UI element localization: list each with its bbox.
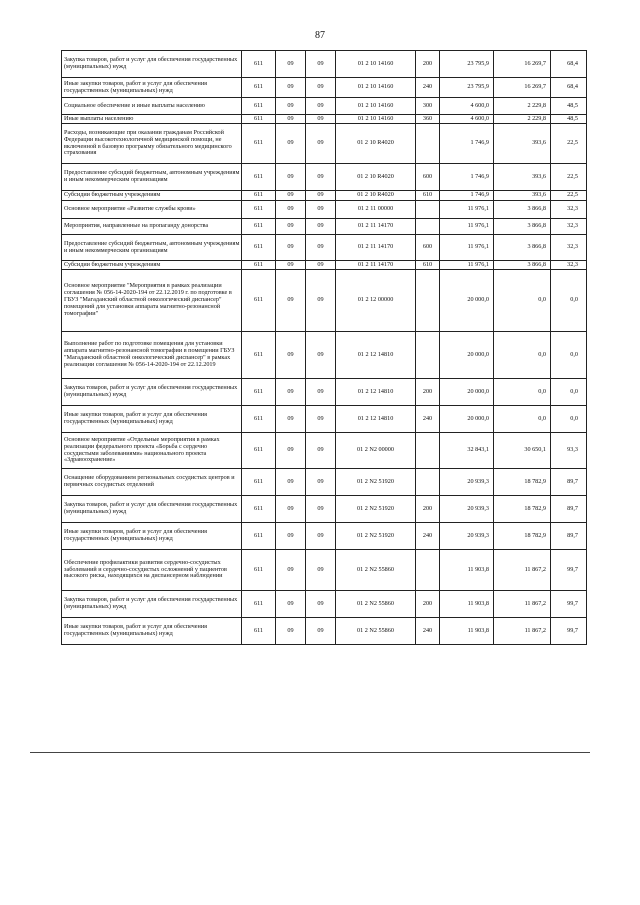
table-row <box>62 261 587 270</box>
cell-percent: 48,5 <box>551 115 587 124</box>
cell-expense-type <box>416 219 440 235</box>
cell-percent: 0,0 <box>551 406 587 433</box>
cell-name: Основное мероприятие «Отдельные мероприятия в рамках реализации федерального проекта «Борьба с сердечно сосудистыми заболеваниями» национального проекта «Здравоохранение» <box>62 433 242 469</box>
cell-actual: 2 229,8 <box>494 115 551 124</box>
table-row <box>62 191 587 201</box>
cell-subsection: 09 <box>306 124 336 164</box>
table-row <box>62 270 587 332</box>
cell-subsection: 09 <box>306 550 336 591</box>
cell-actual: 3 866,8 <box>494 261 551 270</box>
cell-plan: 11 903,8 <box>440 591 494 618</box>
cell-plan: 32 843,1 <box>440 433 494 469</box>
cell-name: Иные закупки товаров, работ и услуг для обеспечения государственных (муниципальных) нужд <box>62 523 242 550</box>
cell-section: 09 <box>276 379 306 406</box>
cell-ministry: 611 <box>242 379 276 406</box>
cell-plan: 20 000,0 <box>440 270 494 332</box>
cell-expense-type: 600 <box>416 164 440 191</box>
cell-section: 09 <box>276 591 306 618</box>
cell-section: 09 <box>276 618 306 645</box>
cell-ministry: 611 <box>242 469 276 496</box>
cell-expense-type: 200 <box>416 496 440 523</box>
cell-section: 09 <box>276 115 306 124</box>
table-row <box>62 235 587 261</box>
cell-target: 01 2 12 14810 <box>336 406 416 433</box>
cell-section: 09 <box>276 496 306 523</box>
cell-expense-type: 610 <box>416 191 440 201</box>
cell-subsection: 09 <box>306 618 336 645</box>
cell-percent: 99,7 <box>551 591 587 618</box>
cell-plan: 11 976,1 <box>440 235 494 261</box>
cell-actual: 0,0 <box>494 379 551 406</box>
cell-section: 09 <box>276 523 306 550</box>
cell-actual: 3 866,8 <box>494 201 551 219</box>
cell-target: 01 2 N2 55860 <box>336 591 416 618</box>
cell-percent: 99,7 <box>551 550 587 591</box>
cell-percent: 93,3 <box>551 433 587 469</box>
cell-subsection: 09 <box>306 332 336 379</box>
cell-percent: 89,7 <box>551 496 587 523</box>
cell-subsection: 09 <box>306 270 336 332</box>
cell-plan: 20 939,3 <box>440 469 494 496</box>
cell-percent: 22,5 <box>551 164 587 191</box>
cell-subsection: 09 <box>306 523 336 550</box>
cell-ministry: 611 <box>242 261 276 270</box>
cell-actual: 3 866,8 <box>494 219 551 235</box>
cell-expense-type: 200 <box>416 51 440 78</box>
cell-percent: 0,0 <box>551 379 587 406</box>
cell-target: 01 2 11 14170 <box>336 235 416 261</box>
cell-expense-type <box>416 433 440 469</box>
cell-subsection: 09 <box>306 496 336 523</box>
table-row <box>62 550 587 591</box>
cell-expense-type: 200 <box>416 379 440 406</box>
cell-name: Иные закупки товаров, работ и услуг для обеспечения государственных (муниципальных) нужд <box>62 406 242 433</box>
cell-name: Выполнение работ по подготовке помещения для установки аппарата магнитно-резонансной томографии в помещении ГБУЗ "Магаданский областной онкологический диспансер" в рамках реализации соглашения № 056-14-2020-194 от 22.12.2019 <box>62 332 242 379</box>
cell-expense-type: 200 <box>416 591 440 618</box>
cell-actual: 393,6 <box>494 191 551 201</box>
cell-actual: 2 229,8 <box>494 98 551 115</box>
cell-name: Иные выплаты населению <box>62 115 242 124</box>
cell-ministry: 611 <box>242 191 276 201</box>
cell-section: 09 <box>276 550 306 591</box>
table-row <box>62 51 587 78</box>
cell-section: 09 <box>276 78 306 98</box>
cell-plan: 11 976,1 <box>440 261 494 270</box>
cell-plan: 1 746,9 <box>440 124 494 164</box>
cell-ministry: 611 <box>242 235 276 261</box>
cell-target: 01 2 N2 51920 <box>336 523 416 550</box>
cell-percent: 68,4 <box>551 78 587 98</box>
cell-subsection: 09 <box>306 235 336 261</box>
cell-section: 09 <box>276 51 306 78</box>
cell-target: 01 2 10 R4020 <box>336 124 416 164</box>
budget-table <box>61 50 587 645</box>
cell-ministry: 611 <box>242 164 276 191</box>
cell-actual: 18 782,9 <box>494 523 551 550</box>
table-row <box>62 98 587 115</box>
cell-actual: 11 867,2 <box>494 591 551 618</box>
cell-target: 01 2 10 14160 <box>336 51 416 78</box>
cell-name: Закупка товаров, работ и услуг для обеспечения государственных (муниципальных) нужд <box>62 496 242 523</box>
cell-plan: 23 795,9 <box>440 78 494 98</box>
cell-percent: 89,7 <box>551 469 587 496</box>
cell-section: 09 <box>276 98 306 115</box>
cell-actual: 0,0 <box>494 332 551 379</box>
cell-plan: 4 600,0 <box>440 98 494 115</box>
cell-percent: 32,3 <box>551 219 587 235</box>
cell-subsection: 09 <box>306 469 336 496</box>
cell-ministry: 611 <box>242 591 276 618</box>
cell-ministry: 611 <box>242 523 276 550</box>
table-row <box>62 406 587 433</box>
cell-actual: 393,6 <box>494 164 551 191</box>
cell-section: 09 <box>276 433 306 469</box>
table-row <box>62 219 587 235</box>
cell-subsection: 09 <box>306 219 336 235</box>
cell-target: 01 2 10 14160 <box>336 78 416 98</box>
cell-actual: 393,6 <box>494 124 551 164</box>
table-row <box>62 433 587 469</box>
table-row <box>62 201 587 219</box>
cell-ministry: 611 <box>242 433 276 469</box>
cell-section: 09 <box>276 219 306 235</box>
table-row <box>62 591 587 618</box>
cell-plan: 23 795,9 <box>440 51 494 78</box>
cell-subsection: 09 <box>306 115 336 124</box>
cell-target: 01 2 N2 51920 <box>336 469 416 496</box>
cell-percent: 0,0 <box>551 270 587 332</box>
cell-name: Предоставление субсидий бюджетным, автономным учреждениям и иным некоммерческим организациям <box>62 235 242 261</box>
cell-ministry: 611 <box>242 51 276 78</box>
cell-plan: 1 746,9 <box>440 164 494 191</box>
cell-plan: 20 939,3 <box>440 523 494 550</box>
cell-expense-type: 240 <box>416 406 440 433</box>
cell-section: 09 <box>276 191 306 201</box>
cell-section: 09 <box>276 235 306 261</box>
cell-section: 09 <box>276 469 306 496</box>
cell-subsection: 09 <box>306 78 336 98</box>
table-row <box>62 618 587 645</box>
cell-percent: 32,3 <box>551 201 587 219</box>
cell-percent: 99,7 <box>551 618 587 645</box>
cell-name: Закупка товаров, работ и услуг для обеспечения государственных (муниципальных) нужд <box>62 51 242 78</box>
table-row <box>62 496 587 523</box>
cell-percent: 48,5 <box>551 98 587 115</box>
cell-name: Иные закупки товаров, работ и услуг для обеспечения государственных (муниципальных) нужд <box>62 618 242 645</box>
cell-actual: 0,0 <box>494 406 551 433</box>
cell-expense-type: 600 <box>416 235 440 261</box>
cell-section: 09 <box>276 406 306 433</box>
cell-subsection: 09 <box>306 98 336 115</box>
cell-section: 09 <box>276 270 306 332</box>
table-row <box>62 523 587 550</box>
cell-plan: 20 000,0 <box>440 332 494 379</box>
bottom-divider <box>30 752 590 753</box>
cell-subsection: 09 <box>306 433 336 469</box>
cell-expense-type <box>416 469 440 496</box>
cell-target: 01 2 10 R4020 <box>336 191 416 201</box>
cell-plan: 20 939,3 <box>440 496 494 523</box>
cell-plan: 11 976,1 <box>440 201 494 219</box>
cell-ministry: 611 <box>242 124 276 164</box>
cell-plan: 20 000,0 <box>440 406 494 433</box>
cell-percent: 22,5 <box>551 191 587 201</box>
table-row <box>62 164 587 191</box>
cell-target: 01 2 10 R4020 <box>336 164 416 191</box>
cell-plan: 1 746,9 <box>440 191 494 201</box>
table-row <box>62 124 587 164</box>
cell-expense-type: 610 <box>416 261 440 270</box>
page-number: 87 <box>315 30 325 41</box>
cell-section: 09 <box>276 124 306 164</box>
cell-target: 01 2 10 14160 <box>336 115 416 124</box>
cell-name: Социальное обеспечение и иные выплаты населению <box>62 98 242 115</box>
cell-actual: 16 269,7 <box>494 78 551 98</box>
cell-expense-type <box>416 332 440 379</box>
cell-expense-type <box>416 270 440 332</box>
cell-target: 01 2 N2 55860 <box>336 550 416 591</box>
cell-expense-type <box>416 124 440 164</box>
cell-name: Мероприятия, направленные на пропаганду донорства <box>62 219 242 235</box>
cell-target: 01 2 12 14810 <box>336 332 416 379</box>
cell-section: 09 <box>276 201 306 219</box>
cell-actual: 18 782,9 <box>494 469 551 496</box>
cell-target: 01 2 12 14810 <box>336 379 416 406</box>
cell-expense-type: 240 <box>416 78 440 98</box>
cell-ministry: 611 <box>242 406 276 433</box>
cell-subsection: 09 <box>306 191 336 201</box>
cell-plan: 11 903,8 <box>440 618 494 645</box>
cell-subsection: 09 <box>306 261 336 270</box>
cell-expense-type: 360 <box>416 115 440 124</box>
cell-section: 09 <box>276 332 306 379</box>
cell-actual: 16 269,7 <box>494 51 551 78</box>
cell-plan: 11 903,8 <box>440 550 494 591</box>
cell-percent: 32,3 <box>551 235 587 261</box>
cell-section: 09 <box>276 261 306 270</box>
cell-ministry: 611 <box>242 98 276 115</box>
cell-name: Субсидии бюджетным учреждениям <box>62 191 242 201</box>
cell-name: Основное мероприятие "Мероприятия в рамках реализации соглашения № 056-14-2020-194 от 22.12.2019 г. по подготовке в ГБУЗ "Магаданский областной онкологический диспансер" помещений для установки аппарата магнитно-резонансной томографии" <box>62 270 242 332</box>
cell-subsection: 09 <box>306 591 336 618</box>
table-row <box>62 115 587 124</box>
cell-name: Закупка товаров, работ и услуг для обеспечения государственных (муниципальных) нужд <box>62 591 242 618</box>
cell-target: 01 2 N2 51920 <box>336 496 416 523</box>
cell-ministry: 611 <box>242 115 276 124</box>
cell-name: Предоставление субсидий бюджетным, автономным учреждениям и иным некоммерческим организациям <box>62 164 242 191</box>
cell-actual: 11 867,2 <box>494 618 551 645</box>
cell-ministry: 611 <box>242 219 276 235</box>
cell-subsection: 09 <box>306 379 336 406</box>
cell-subsection: 09 <box>306 164 336 191</box>
cell-target: 01 2 11 14170 <box>336 219 416 235</box>
cell-subsection: 09 <box>306 201 336 219</box>
cell-ministry: 611 <box>242 270 276 332</box>
cell-plan: 11 976,1 <box>440 219 494 235</box>
cell-target: 01 2 N2 00000 <box>336 433 416 469</box>
cell-expense-type: 300 <box>416 98 440 115</box>
cell-ministry: 611 <box>242 78 276 98</box>
cell-ministry: 611 <box>242 332 276 379</box>
cell-ministry: 611 <box>242 496 276 523</box>
cell-target: 01 2 11 00000 <box>336 201 416 219</box>
cell-actual: 11 867,2 <box>494 550 551 591</box>
cell-target: 01 2 10 14160 <box>336 98 416 115</box>
cell-name: Субсидии бюджетным учреждениям <box>62 261 242 270</box>
cell-actual: 30 650,1 <box>494 433 551 469</box>
cell-section: 09 <box>276 164 306 191</box>
cell-expense-type: 240 <box>416 523 440 550</box>
cell-ministry: 611 <box>242 618 276 645</box>
table-body <box>62 51 587 645</box>
table-row <box>62 379 587 406</box>
table-row <box>62 78 587 98</box>
cell-name: Обеспечение профилактики развития сердечно-сосудистых заболеваний и сердечно-сосудистых осложнений у пациентов высокого риска, находящихся на диспансерном наблюдении <box>62 550 242 591</box>
cell-percent: 0,0 <box>551 332 587 379</box>
cell-actual: 0,0 <box>494 270 551 332</box>
cell-name: Оснащение оборудованием региональных сосудистых центров и первичных сосудистых отделений <box>62 469 242 496</box>
cell-percent: 68,4 <box>551 51 587 78</box>
cell-name: Основное мероприятие «Развитие службы крови» <box>62 201 242 219</box>
cell-subsection: 09 <box>306 406 336 433</box>
cell-name: Закупка товаров, работ и услуг для обеспечения государственных (муниципальных) нужд <box>62 379 242 406</box>
cell-expense-type <box>416 550 440 591</box>
cell-name: Иные закупки товаров, работ и услуг для обеспечения государственных (муниципальных) нужд <box>62 78 242 98</box>
cell-percent: 32,3 <box>551 261 587 270</box>
cell-target: 01 2 12 00000 <box>336 270 416 332</box>
cell-percent: 89,7 <box>551 523 587 550</box>
cell-actual: 18 782,9 <box>494 496 551 523</box>
cell-target: 01 2 11 14170 <box>336 261 416 270</box>
cell-subsection: 09 <box>306 51 336 78</box>
cell-expense-type <box>416 201 440 219</box>
cell-plan: 20 000,0 <box>440 379 494 406</box>
cell-actual: 3 866,8 <box>494 235 551 261</box>
cell-target: 01 2 N2 55860 <box>336 618 416 645</box>
cell-percent: 22,5 <box>551 124 587 164</box>
cell-expense-type: 240 <box>416 618 440 645</box>
cell-plan: 4 600,0 <box>440 115 494 124</box>
cell-ministry: 611 <box>242 550 276 591</box>
table-row <box>62 332 587 379</box>
cell-name: Расходы, возникающие при оказании гражданам Российской Федерации высокотехнологичной медицинской помощи, не включенной в базовую программу обязательного медицинского страхования <box>62 124 242 164</box>
cell-ministry: 611 <box>242 201 276 219</box>
table-row <box>62 469 587 496</box>
